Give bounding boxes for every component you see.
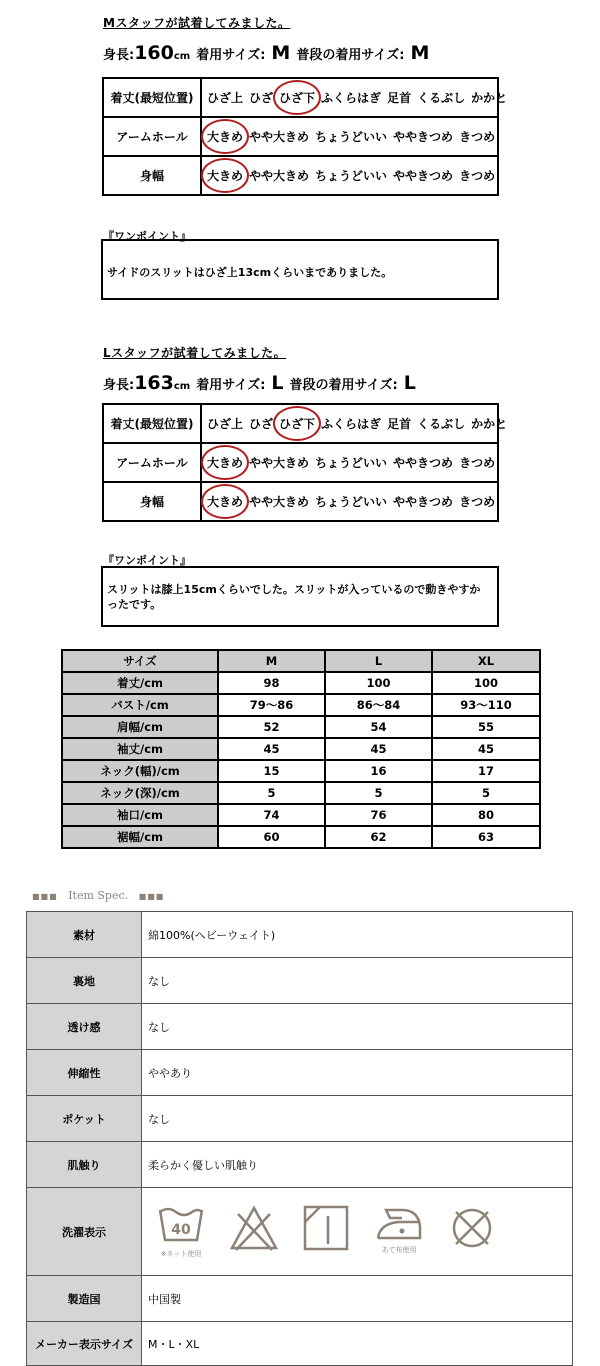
fit-option: かかと (471, 417, 508, 431)
fit-option: ちょうどいい (315, 169, 388, 183)
fit-option: やや大きめ (249, 130, 310, 144)
size-row (62, 672, 540, 694)
fit-option: ちょうどいい (315, 130, 388, 144)
fit-option: ふくらはぎ (321, 417, 382, 431)
no-bleach-icon (228, 1204, 280, 1252)
size-row (62, 738, 540, 760)
spec-value: 綿100%(ヘビーウェイト) (142, 912, 573, 958)
size-cell: 15 (218, 760, 325, 782)
spec-key: 伸縮性 (27, 1050, 142, 1096)
size-cell: 45 (325, 738, 432, 760)
fit-option: ちょうどいい (315, 495, 388, 509)
fit-row (103, 443, 498, 482)
fit-option: ややきつめ (393, 130, 454, 144)
size-cell: 5 (432, 782, 540, 804)
spec-key: 透け感 (27, 1004, 142, 1050)
staff-m-measurements: 身長:160cm 着用サイズ: M 普段の着用サイズ: M (103, 42, 430, 64)
fit-row (103, 117, 498, 156)
fit-row-label: 着丈(最短位置) (103, 404, 201, 443)
wash-caption: ※ネット使用 (160, 1250, 202, 1258)
spec-value: ややあり (142, 1050, 573, 1096)
fit-row-options (201, 78, 508, 117)
size-cell: 93〜110 (432, 694, 540, 716)
size-cell: 76 (325, 804, 432, 826)
fit-option: きつめ (459, 456, 496, 470)
staff-l-onepoint-title: 『ワンポイント』 (103, 554, 191, 567)
staff-m-onepoint-title: 『ワンポイント』 (103, 230, 191, 243)
size-row-label: 袖丈/cm (62, 738, 218, 760)
size-cell: 80 (432, 804, 540, 826)
fit-option: やや大きめ (249, 495, 310, 509)
spec-row (27, 1142, 573, 1188)
fit-option: かかと (471, 91, 508, 105)
size-cell: 100 (432, 672, 540, 694)
staff-m-onepoint-box (101, 239, 499, 300)
size-cell: 74 (218, 804, 325, 826)
fit-row-label: アームホール (103, 117, 201, 156)
fit-option-selected: 大きめ (207, 130, 244, 144)
size-row (62, 760, 540, 782)
staff-l-title: Lスタッフが試着してみました。 (103, 346, 287, 360)
fit-option-selected: 大きめ (207, 495, 244, 509)
fit-row-options (201, 443, 498, 482)
spec-value: なし (142, 958, 573, 1004)
staff-l-fit-table (102, 403, 508, 522)
fit-option: ひざ上 (207, 417, 244, 431)
size-header-row (62, 650, 540, 672)
spec-row (27, 1096, 573, 1142)
size-row-label: 着丈/cm (62, 672, 218, 694)
spec-row (27, 1004, 573, 1050)
size-row (62, 826, 540, 848)
fit-option: くるぶし (417, 91, 466, 105)
fit-option-selected: 大きめ (207, 456, 244, 470)
staff-m-title: Mスタッフが試着してみました。 (103, 16, 291, 30)
fit-option: ふくらはぎ (321, 91, 382, 105)
fit-row (103, 78, 498, 117)
fit-option: ひざ (249, 91, 274, 105)
size-cell: 62 (325, 826, 432, 848)
fit-row-label: アームホール (103, 443, 201, 482)
size-cell: 100 (325, 672, 432, 694)
size-cell: 16 (325, 760, 432, 782)
spec-key: 洗濯表示 (27, 1188, 142, 1276)
size-row-label: バスト/cm (62, 694, 218, 716)
size-cell: 63 (432, 826, 540, 848)
size-cell: 60 (218, 826, 325, 848)
spec-value: なし (142, 1004, 573, 1050)
size-cell: 17 (432, 760, 540, 782)
spec-row (27, 1276, 573, 1322)
staff-m-fit-table (102, 77, 508, 196)
fit-row (103, 156, 498, 195)
size-header-cell: L (325, 650, 432, 672)
size-header-cell: サイズ (62, 650, 218, 672)
fit-option: ちょうどいい (315, 456, 388, 470)
svg-text:40: 40 (171, 1222, 191, 1238)
size-row (62, 804, 540, 826)
fit-option: きつめ (459, 130, 496, 144)
wash-40-net-icon (156, 1204, 206, 1259)
fit-option-selected: 大きめ (207, 169, 244, 183)
fit-row (103, 482, 498, 521)
size-cell: 79〜86 (218, 694, 325, 716)
fit-row-options (201, 156, 498, 195)
fit-option: やや大きめ (249, 169, 310, 183)
spec-value: 柔らかく優しい肌触り (142, 1142, 573, 1188)
iron-low-cloth-icon (372, 1204, 426, 1255)
fit-option-selected: ひざ下 (279, 417, 316, 431)
size-row (62, 782, 540, 804)
fit-row-label: 身幅 (103, 156, 201, 195)
spec-value (142, 1188, 573, 1276)
staff-l-measurements: 身長:163cm 着用サイズ: L 普段の着用サイズ: L (103, 372, 416, 394)
fit-option: ややきつめ (393, 456, 454, 470)
size-cell: 45 (432, 738, 540, 760)
fit-row (103, 404, 498, 443)
fit-option: 足首 (387, 91, 412, 105)
spec-row (27, 1322, 573, 1366)
spec-key: 裏地 (27, 958, 142, 1004)
fit-option: ややきつめ (393, 169, 454, 183)
fit-option: やや大きめ (249, 456, 310, 470)
fit-row-options (201, 117, 498, 156)
fit-option: くるぶし (417, 417, 466, 431)
fit-option: ひざ上 (207, 91, 244, 105)
size-cell: 5 (325, 782, 432, 804)
spec-value: 中国製 (142, 1276, 573, 1322)
fit-row-label: 身幅 (103, 482, 201, 521)
care-symbols (148, 1204, 572, 1259)
spec-row (27, 912, 573, 958)
size-header-cell: XL (432, 650, 540, 672)
fit-option: きつめ (459, 495, 496, 509)
spec-key: 肌触り (27, 1142, 142, 1188)
spec-key: ポケット (27, 1096, 142, 1142)
item-spec-table (26, 911, 573, 1366)
size-cell: 55 (432, 716, 540, 738)
size-cell: 5 (218, 782, 325, 804)
staff-m-onepoint-text: サイドのスリットはひざ上13cmくらいまでありました。 (107, 266, 393, 279)
fit-row-options (201, 404, 508, 443)
staff-l-onepoint-text: スリットは膝上15cmくらいでした。スリットが入っているので動きやすかったです。 (107, 583, 481, 611)
fit-option-selected: ひざ下 (279, 91, 316, 105)
line-dry-shade-icon (302, 1204, 350, 1252)
spec-value: M・L・XL (142, 1322, 573, 1366)
fit-option: 足首 (387, 417, 412, 431)
item-spec-heading: ■■■ Item Spec. ■■■ (32, 889, 165, 902)
no-dry-clean-icon (448, 1204, 496, 1252)
size-cell: 98 (218, 672, 325, 694)
fit-row-label: 着丈(最短位置) (103, 78, 201, 117)
size-cell: 54 (325, 716, 432, 738)
fit-option: ややきつめ (393, 495, 454, 509)
spec-value: なし (142, 1096, 573, 1142)
fit-option: きつめ (459, 169, 496, 183)
spec-key: 製造国 (27, 1276, 142, 1322)
size-header-cell: M (218, 650, 325, 672)
size-row-label: 裾幅/cm (62, 826, 218, 848)
size-row-label: 袖口/cm (62, 804, 218, 826)
spec-key: 素材 (27, 912, 142, 958)
iron-caption: あて布使用 (381, 1246, 417, 1254)
size-table (61, 649, 541, 849)
size-cell: 45 (218, 738, 325, 760)
size-row-label: ネック(幅)/cm (62, 760, 218, 782)
fit-row-options (201, 482, 498, 521)
size-row-label: ネック(深)/cm (62, 782, 218, 804)
spec-row (27, 1188, 573, 1276)
size-cell: 52 (218, 716, 325, 738)
spec-row (27, 958, 573, 1004)
spec-row (27, 1050, 573, 1096)
spec-key: メーカー表示サイズ (27, 1322, 142, 1366)
size-cell: 86〜84 (325, 694, 432, 716)
size-row (62, 694, 540, 716)
size-row (62, 716, 540, 738)
fit-option: ひざ (249, 417, 274, 431)
staff-l-onepoint-box (101, 566, 499, 627)
size-row-label: 肩幅/cm (62, 716, 218, 738)
